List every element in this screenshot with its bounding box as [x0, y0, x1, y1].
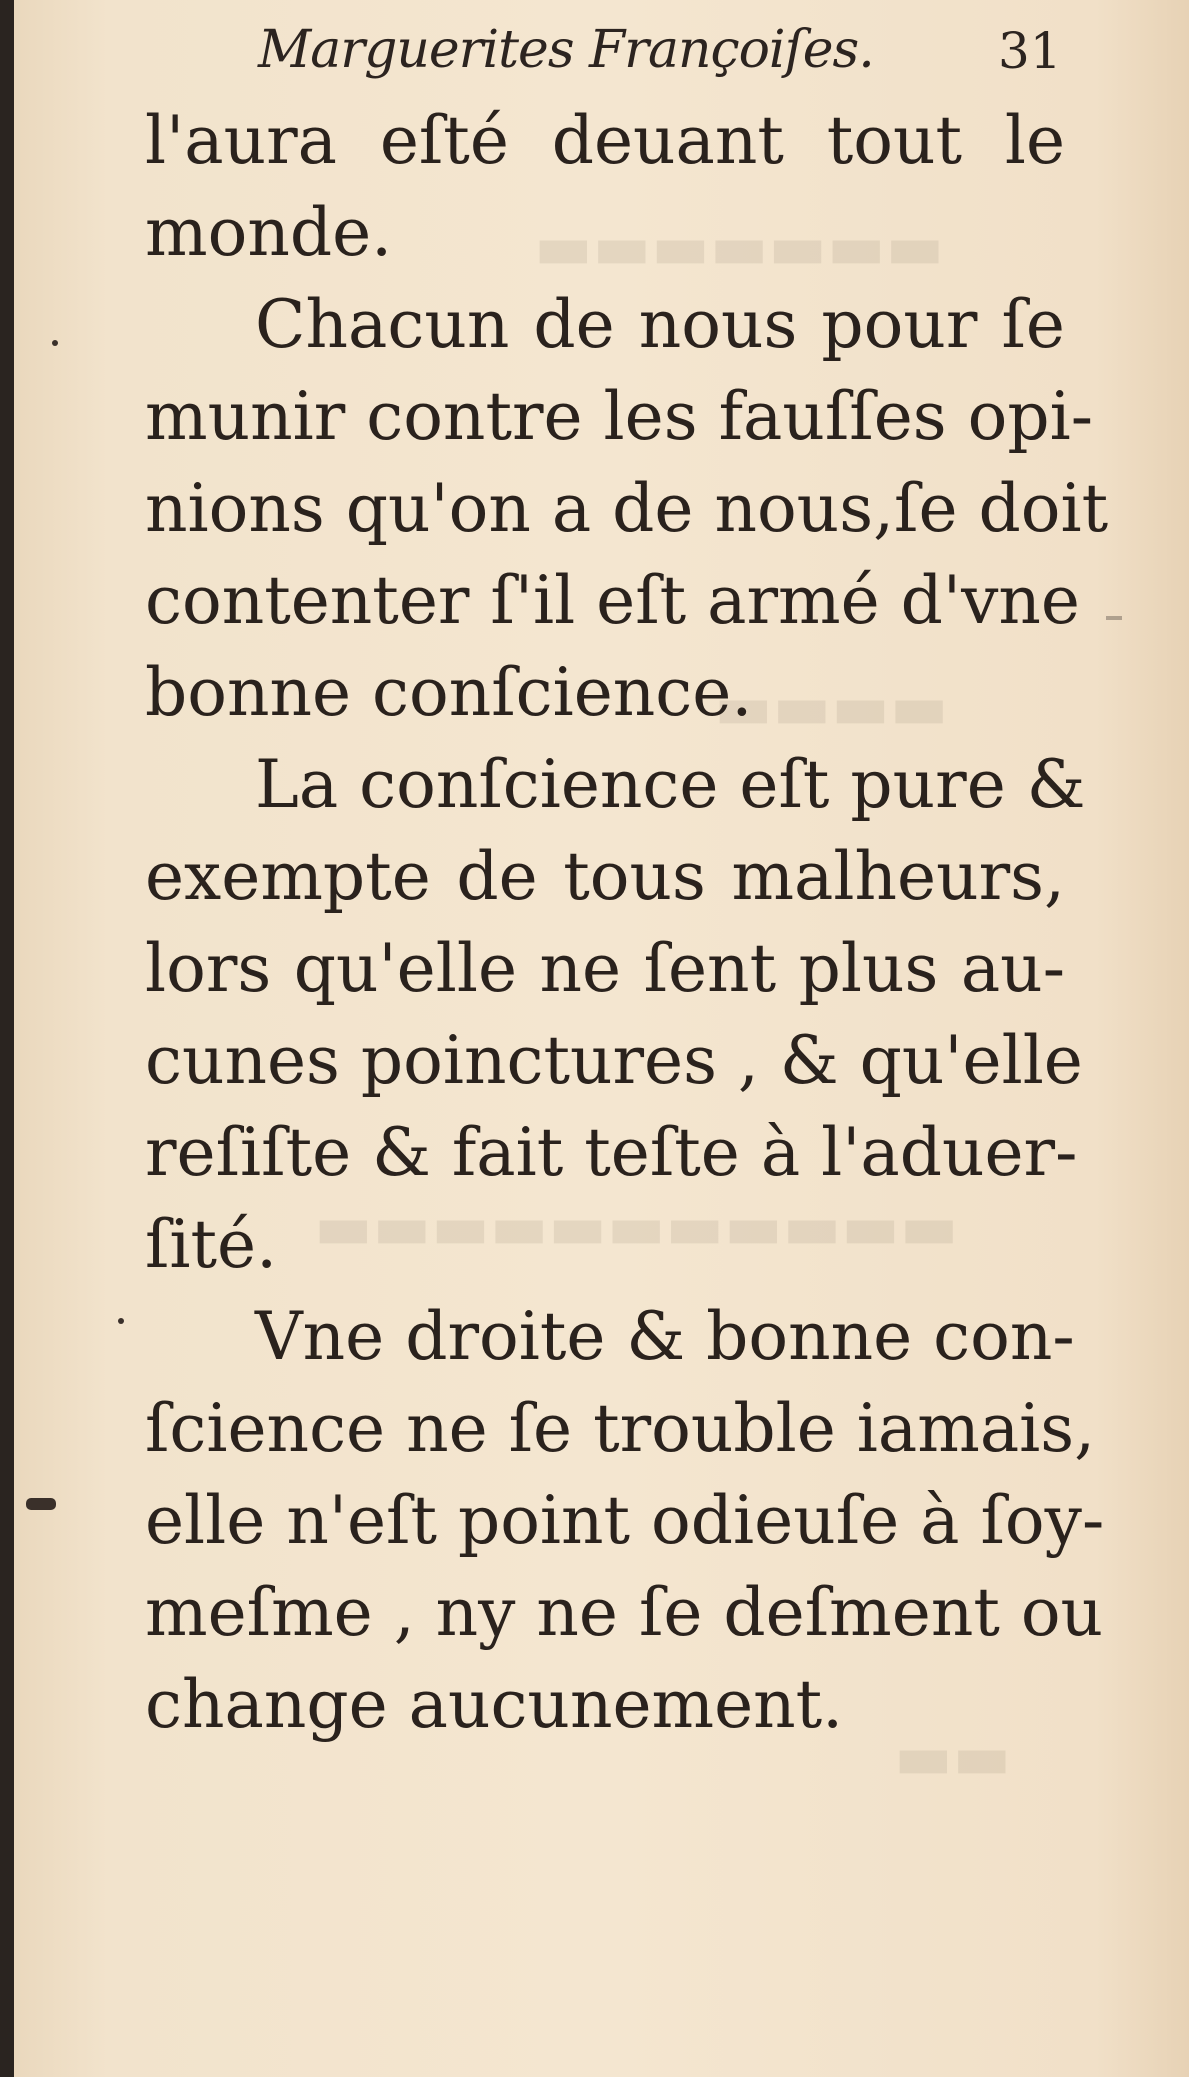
- text-line: La conſcience eſt pure &: [255, 746, 1086, 823]
- text-line: lors qu'elle ne ſent plus au-: [145, 930, 1065, 1007]
- margin-dot: [52, 340, 58, 346]
- show-through: ▬▬▬▬▬▬▬▬▬▬▬: [314, 1190, 959, 1263]
- text-line: reſiſte & fait teſte à l'aduer-: [145, 1114, 1078, 1191]
- margin-dash: [1106, 616, 1122, 620]
- text-line: bonne conſcience.: [145, 654, 753, 731]
- page-number: 31: [998, 22, 1062, 80]
- text-line: Vne droite & bonne con-: [255, 1298, 1075, 1375]
- text-line: meſme , ny ne ſe deſment ou: [145, 1574, 1104, 1651]
- text-line: ſcience ne ſe trouble iamais,: [145, 1390, 1096, 1467]
- show-through: ▬▬▬▬▬▬▬: [534, 210, 945, 283]
- text-line: monde.: [145, 194, 393, 271]
- margin-dot: [118, 1318, 124, 1324]
- text-line: l'aura eſté deuant tout le: [145, 102, 1065, 179]
- text-line: contenter ſ'il eſt armé d'vne: [145, 562, 1080, 639]
- running-head: [258, 20, 1078, 90]
- text-line: change aucunement.: [145, 1666, 844, 1743]
- show-through: ▬▬: [894, 1720, 1012, 1793]
- text-line: elle n'eſt point odieuſe à ſoy-: [145, 1482, 1105, 1559]
- text-line: ſité.: [145, 1206, 278, 1283]
- running-head-title: Marguerites Françoiſes.: [258, 20, 874, 80]
- text-line: nions qu'on a de nous,ſe doit: [145, 470, 1109, 547]
- show-through: ▬▬▬▬: [714, 670, 949, 743]
- text-line: Chacun de nous pour ſe: [255, 286, 1065, 363]
- binding-edge: [0, 0, 14, 2077]
- text-line: exempte de tous malheurs,: [145, 838, 1065, 915]
- margin-mark: [26, 1498, 56, 1510]
- text-line: cunes poinctures , & qu'elle: [145, 1022, 1083, 1099]
- text-line: munir contre les fauſſes opi-: [145, 378, 1094, 455]
